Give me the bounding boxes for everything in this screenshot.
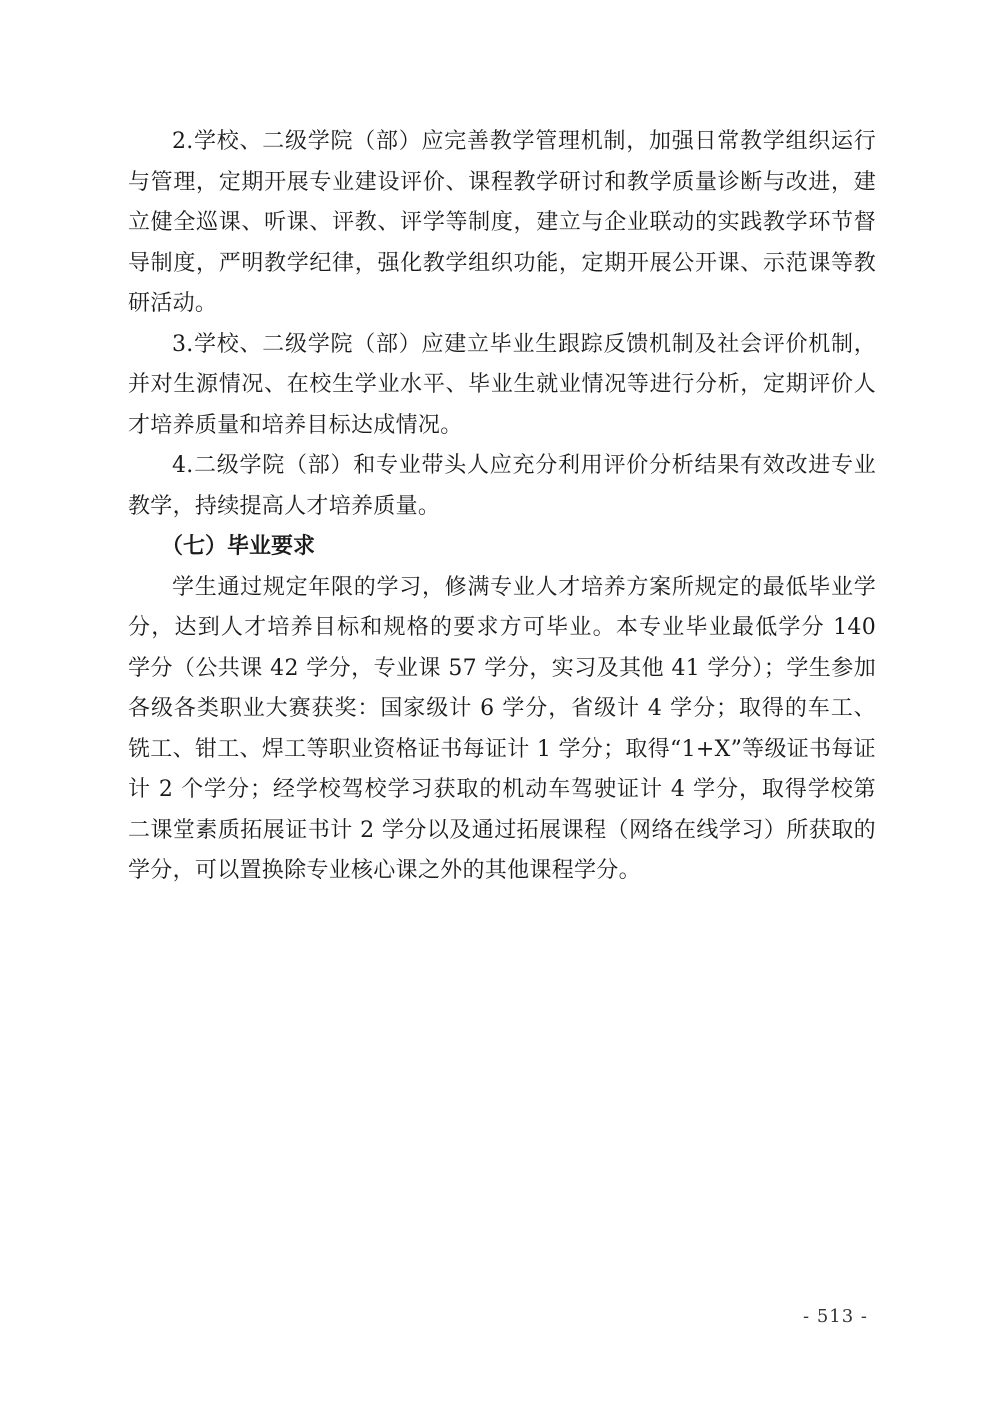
paragraph-graduation-credits: 学生通过规定年限的学习，修满专业人才培养方案所规定的最低毕业学分，达到人才培养目标和规格的要求方可毕业。本专业毕业最低学分 140 学分（公共课 42 学分，专业课 57 学分，实习及其他 41 学分）；学生参加各级各类职业大赛获奖：国家级计 6 学分，省级计 4 学分；取得的车工、铣工、钳工、焊工等职业资格证书每证计 1 学分；取得“1+X”等级证书每证计 2 个学分；经学校驾校学习获取的机动车驾驶证计 4 学分，取得学校第二课堂素质拓展证书计 2 学分以及通过拓展课程（网络在线学习）所获取的学分，可以置换除专业核心课之外的其他课程学分。 [128, 574, 876, 883]
section-heading-graduation-requirements: （七）毕业要求 [161, 534, 316, 559]
page-number: - 513 - [803, 1306, 868, 1327]
document-body [128, 122, 876, 892]
paragraph-graduate-feedback: 3.学校、二级学院（部）应建立毕业生跟踪反馈机制及社会评价机制，并对生源情况、在校生学业水平、毕业生就业情况等进行分析，定期评价人才培养质量和培养目标达成情况。 [128, 331, 876, 438]
paragraph-evaluation-improvement: 4.二级学院（部）和专业带头人应充分利用评价分析结果有效改进专业教学，持续提高人才培养质量。 [128, 453, 876, 519]
paragraph-teaching-management: 2.学校、二级学院（部）应完善教学管理机制，加强日常教学组织运行与管理，定期开展专业建设评价、课程教学研讨和教学质量诊断与改进，建立健全巡课、听课、评教、评学等制度，建立与企业联动的实践教学环节督导制度，严明教学纪律，强化教学组织功能，定期开展公开课、示范课等教研活动。 [128, 129, 876, 316]
